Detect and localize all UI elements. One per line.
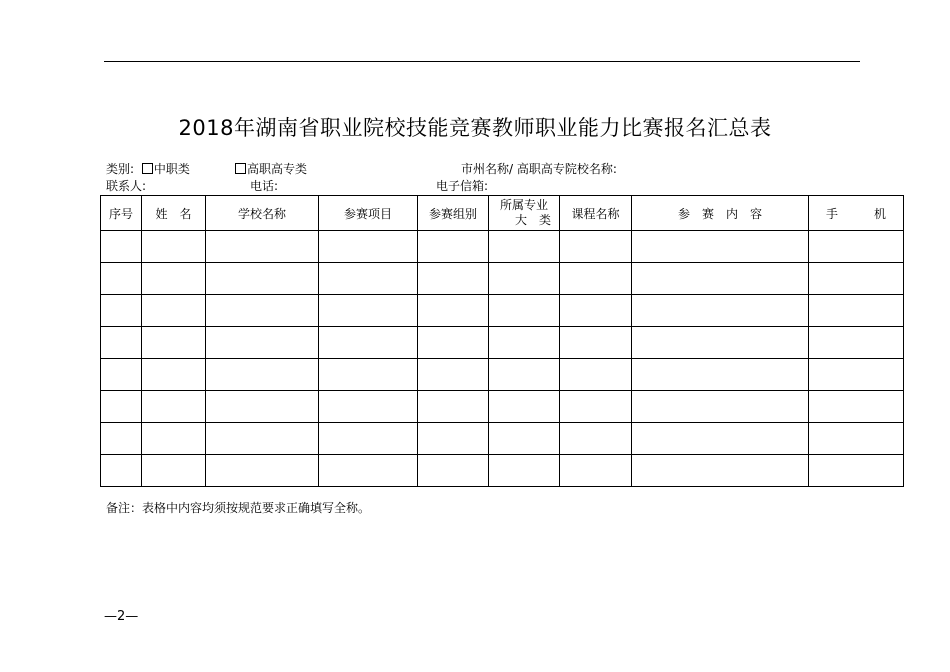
header-group: 参赛组别 [418,196,489,231]
table-cell[interactable] [142,327,206,359]
table-cell[interactable] [632,263,809,295]
checkbox-icon[interactable] [235,163,246,174]
table-cell[interactable] [489,295,560,327]
contact-label: 联系人: [106,179,147,193]
table-cell[interactable] [560,327,632,359]
header-event: 参赛项目 [319,196,418,231]
higher-option[interactable]: 高职高专类 [235,162,307,176]
category-field [106,162,190,176]
header-content: 参 赛 内 容 [632,196,809,231]
table-cell[interactable] [319,263,418,295]
table-cell[interactable] [560,455,632,487]
table-cell[interactable] [809,455,904,487]
table-cell[interactable] [418,391,489,423]
table-cell[interactable] [206,295,319,327]
secondary-option[interactable]: 中职类 [142,162,190,176]
table-cell[interactable] [809,231,904,263]
table-cell[interactable] [319,423,418,455]
table-cell[interactable] [809,327,904,359]
table-cell[interactable] [489,423,560,455]
table-row [101,327,904,359]
table-cell[interactable] [809,423,904,455]
school-name-label: 市州名称/ 高职高专院校名称: [461,162,617,176]
table-cell[interactable] [809,391,904,423]
table-cell[interactable] [560,263,632,295]
table-row [101,231,904,263]
table-cell[interactable] [142,359,206,391]
table-cell[interactable] [418,231,489,263]
page-number: —2— [104,609,139,624]
header-rule [104,61,860,62]
table-cell[interactable] [206,263,319,295]
table-cell[interactable] [142,231,206,263]
phone-label: 电话: [250,179,279,193]
table-cell[interactable] [101,423,142,455]
table-cell[interactable] [560,359,632,391]
table-cell[interactable] [418,455,489,487]
table-cell[interactable] [418,263,489,295]
header-index: 序号 [101,196,142,231]
table-cell[interactable] [319,295,418,327]
table-cell[interactable] [560,231,632,263]
table-cell[interactable] [632,231,809,263]
table-cell[interactable] [809,295,904,327]
table-cell[interactable] [418,295,489,327]
table-cell[interactable] [632,327,809,359]
table-cell[interactable] [101,455,142,487]
table-cell[interactable] [632,455,809,487]
table-cell[interactable] [489,455,560,487]
table-cell[interactable] [206,391,319,423]
table-cell[interactable] [319,231,418,263]
table-cell[interactable] [101,295,142,327]
table-cell[interactable] [809,359,904,391]
table-cell[interactable] [101,391,142,423]
table-cell[interactable] [319,359,418,391]
table-cell[interactable] [206,359,319,391]
table-cell[interactable] [489,231,560,263]
table-cell[interactable] [632,391,809,423]
table-cell[interactable] [142,263,206,295]
email-label: 电子信箱: [436,179,489,193]
header-course: 课程名称 [560,196,632,231]
table-cell[interactable] [142,455,206,487]
header-name: 姓 名 [142,196,206,231]
table-cell[interactable] [101,327,142,359]
table-cell[interactable] [142,423,206,455]
table-cell[interactable] [206,231,319,263]
remarks-note: 备注：表格中内容均须按规范要求正确填写全称。 [106,501,371,515]
checkbox-icon[interactable] [142,163,153,174]
table-row [101,359,904,391]
table-row [101,423,904,455]
table-cell[interactable] [560,295,632,327]
header-mobile: 手 机 [809,196,904,231]
table-cell[interactable] [206,327,319,359]
table-cell[interactable] [632,295,809,327]
table-cell[interactable] [206,423,319,455]
table-cell[interactable] [489,263,560,295]
table-cell[interactable] [560,423,632,455]
header-school: 学校名称 [206,196,319,231]
table-cell[interactable] [632,359,809,391]
table-cell[interactable] [489,359,560,391]
table-cell[interactable] [142,391,206,423]
table-cell[interactable] [489,327,560,359]
registration-table [100,195,904,487]
table-cell[interactable] [101,263,142,295]
table-cell[interactable] [101,359,142,391]
table-cell[interactable] [560,391,632,423]
table-cell[interactable] [319,455,418,487]
table-cell[interactable] [418,423,489,455]
table-cell[interactable] [418,359,489,391]
table-cell[interactable] [206,455,319,487]
category-label: 类别: [106,162,135,176]
table-cell[interactable] [319,391,418,423]
table-cell[interactable] [142,295,206,327]
table-cell[interactable] [632,423,809,455]
table-row [101,391,904,423]
header-major: 所属专业 大 类 [489,196,560,231]
table-cell[interactable] [489,391,560,423]
table-cell[interactable] [319,327,418,359]
table-cell[interactable] [809,263,904,295]
table-header-row [101,196,904,231]
table-cell[interactable] [101,231,142,263]
table-row [101,295,904,327]
page-title: 2018年湖南省职业院校技能竞赛教师职业能力比赛报名汇总表 [178,116,772,140]
table-row [101,263,904,295]
table-cell[interactable] [418,327,489,359]
table-row [101,455,904,487]
